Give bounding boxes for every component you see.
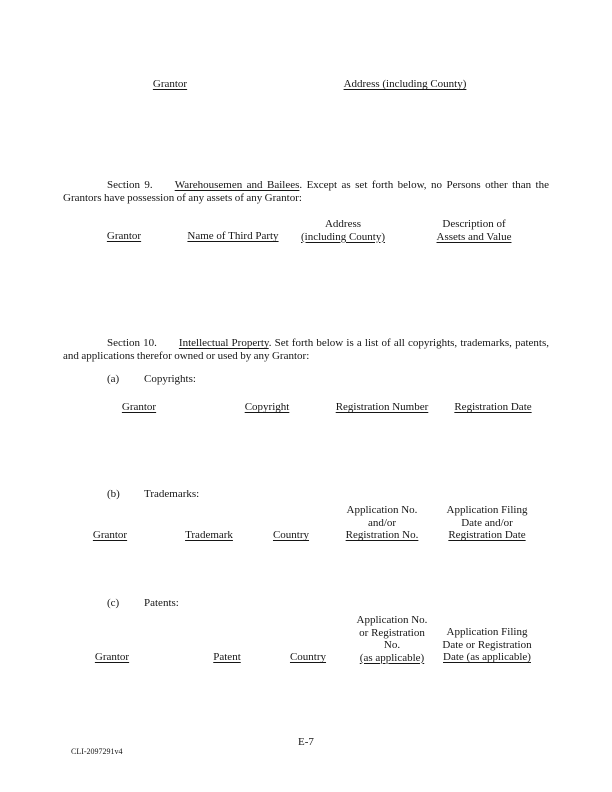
copyrights-col-copyright-label: Copyright (244, 401, 290, 413)
s9-col-third-party-label: Name of Third Party (187, 230, 279, 242)
s9-col-description-line2-wrap (404, 231, 544, 244)
trademarks-col-trademark-label: Trademark (185, 529, 233, 541)
patents-col-application-line4: (as applicable) (359, 651, 425, 664)
patents-col-application-line3: No. (383, 639, 401, 651)
trademarks-col-filing-line2: Date and/or (461, 516, 513, 529)
s9-col-address-line2: (including County) (300, 230, 386, 243)
carryover-header-grantor (120, 78, 220, 91)
patents-col-application-line2: or Registration (359, 626, 425, 639)
s9-col-address-line1: Address (324, 218, 362, 230)
patents-col-grantor-label: Grantor (94, 651, 130, 663)
trademarks-item-title: Trademarks: (144, 488, 200, 500)
patents-item-label: (c) (107, 597, 120, 609)
patents-col-country-label: Country (289, 651, 327, 663)
trademarks-item-label: (b) (107, 488, 120, 500)
s9-col-address (273, 218, 413, 243)
copyrights-item-title: Copyrights: (144, 373, 196, 385)
copyrights-col-grantor-label: Grantor (121, 401, 157, 413)
section10-paragraph (63, 337, 549, 363)
section9-paragraph (63, 179, 549, 205)
patents-col-application-line1: Application No. (356, 614, 428, 626)
section9-number: Section 9. (107, 179, 153, 191)
trademarks-col-application-line2: and/or (367, 516, 397, 529)
trademarks-col-application-line1: Application No. (346, 504, 418, 516)
s9-col-description (404, 218, 544, 243)
section10-number: Section 10. (107, 337, 157, 349)
s9-col-description-line2: Assets and Value (436, 230, 512, 243)
section10-body-text: . Set forth below is a list of all copyrights, trademarks, patents, and applications therefor owned or used by any Grantor: (63, 337, 549, 362)
trademarks-col-filing (417, 504, 557, 542)
patents-item-title: Patents: (144, 597, 179, 609)
page-number-label: E-7 (298, 736, 314, 748)
s9-col-grantor-label: Grantor (106, 230, 142, 242)
copyrights-col-registration-number-label: Registration Number (335, 401, 429, 413)
s9-col-address-line2-wrap (273, 231, 413, 244)
copyrights-item-label: (a) (107, 373, 120, 385)
patents-col-grantor (62, 651, 162, 664)
section9-heading: Warehousemen and Bailees (174, 179, 300, 191)
patents-col-filing (417, 626, 557, 664)
s9-col-description-line1: Description of (442, 218, 506, 230)
copyrights-col-grantor (89, 401, 189, 414)
patents-col-filing-line3: Date (as applicable) (443, 651, 531, 663)
patents-col-filing-line1: Application Filing (446, 626, 528, 638)
carryover-header-grantor-label: Grantor (152, 78, 188, 90)
copyrights-col-registration-date (423, 401, 563, 414)
trademarks-col-country-label: Country (272, 529, 310, 541)
document-id-label: CLI-2097291v4 (71, 747, 123, 756)
trademarks-col-filing-line3: Registration Date (448, 529, 526, 541)
carryover-header-address (330, 78, 480, 91)
section10-heading: Intellectual Property (178, 337, 269, 349)
patents-col-filing-line3-wrap (417, 651, 557, 664)
patents-col-filing-line2: Date or Registration (442, 638, 532, 651)
patents-col-patent-label: Patent (213, 651, 241, 663)
trademarks-item-row (63, 488, 199, 501)
s9-col-grantor (74, 230, 174, 243)
copyrights-item-row (63, 373, 196, 386)
trademarks-col-application-line3: Registration No. (345, 529, 419, 541)
trademarks-col-filing-line3-wrap (417, 529, 557, 542)
section9-body-text: . Except as set forth below, no Persons other than the Grantors have possession of any assets of any Grantor: (63, 179, 549, 204)
copyrights-col-registration-date-label: Registration Date (454, 401, 532, 413)
patents-item-row (63, 597, 179, 610)
carryover-header-address-label: Address (including County) (343, 78, 467, 90)
trademarks-col-grantor-label: Grantor (92, 529, 128, 541)
document-id (71, 747, 123, 756)
trademarks-col-filing-line1: Application Filing (446, 504, 528, 516)
